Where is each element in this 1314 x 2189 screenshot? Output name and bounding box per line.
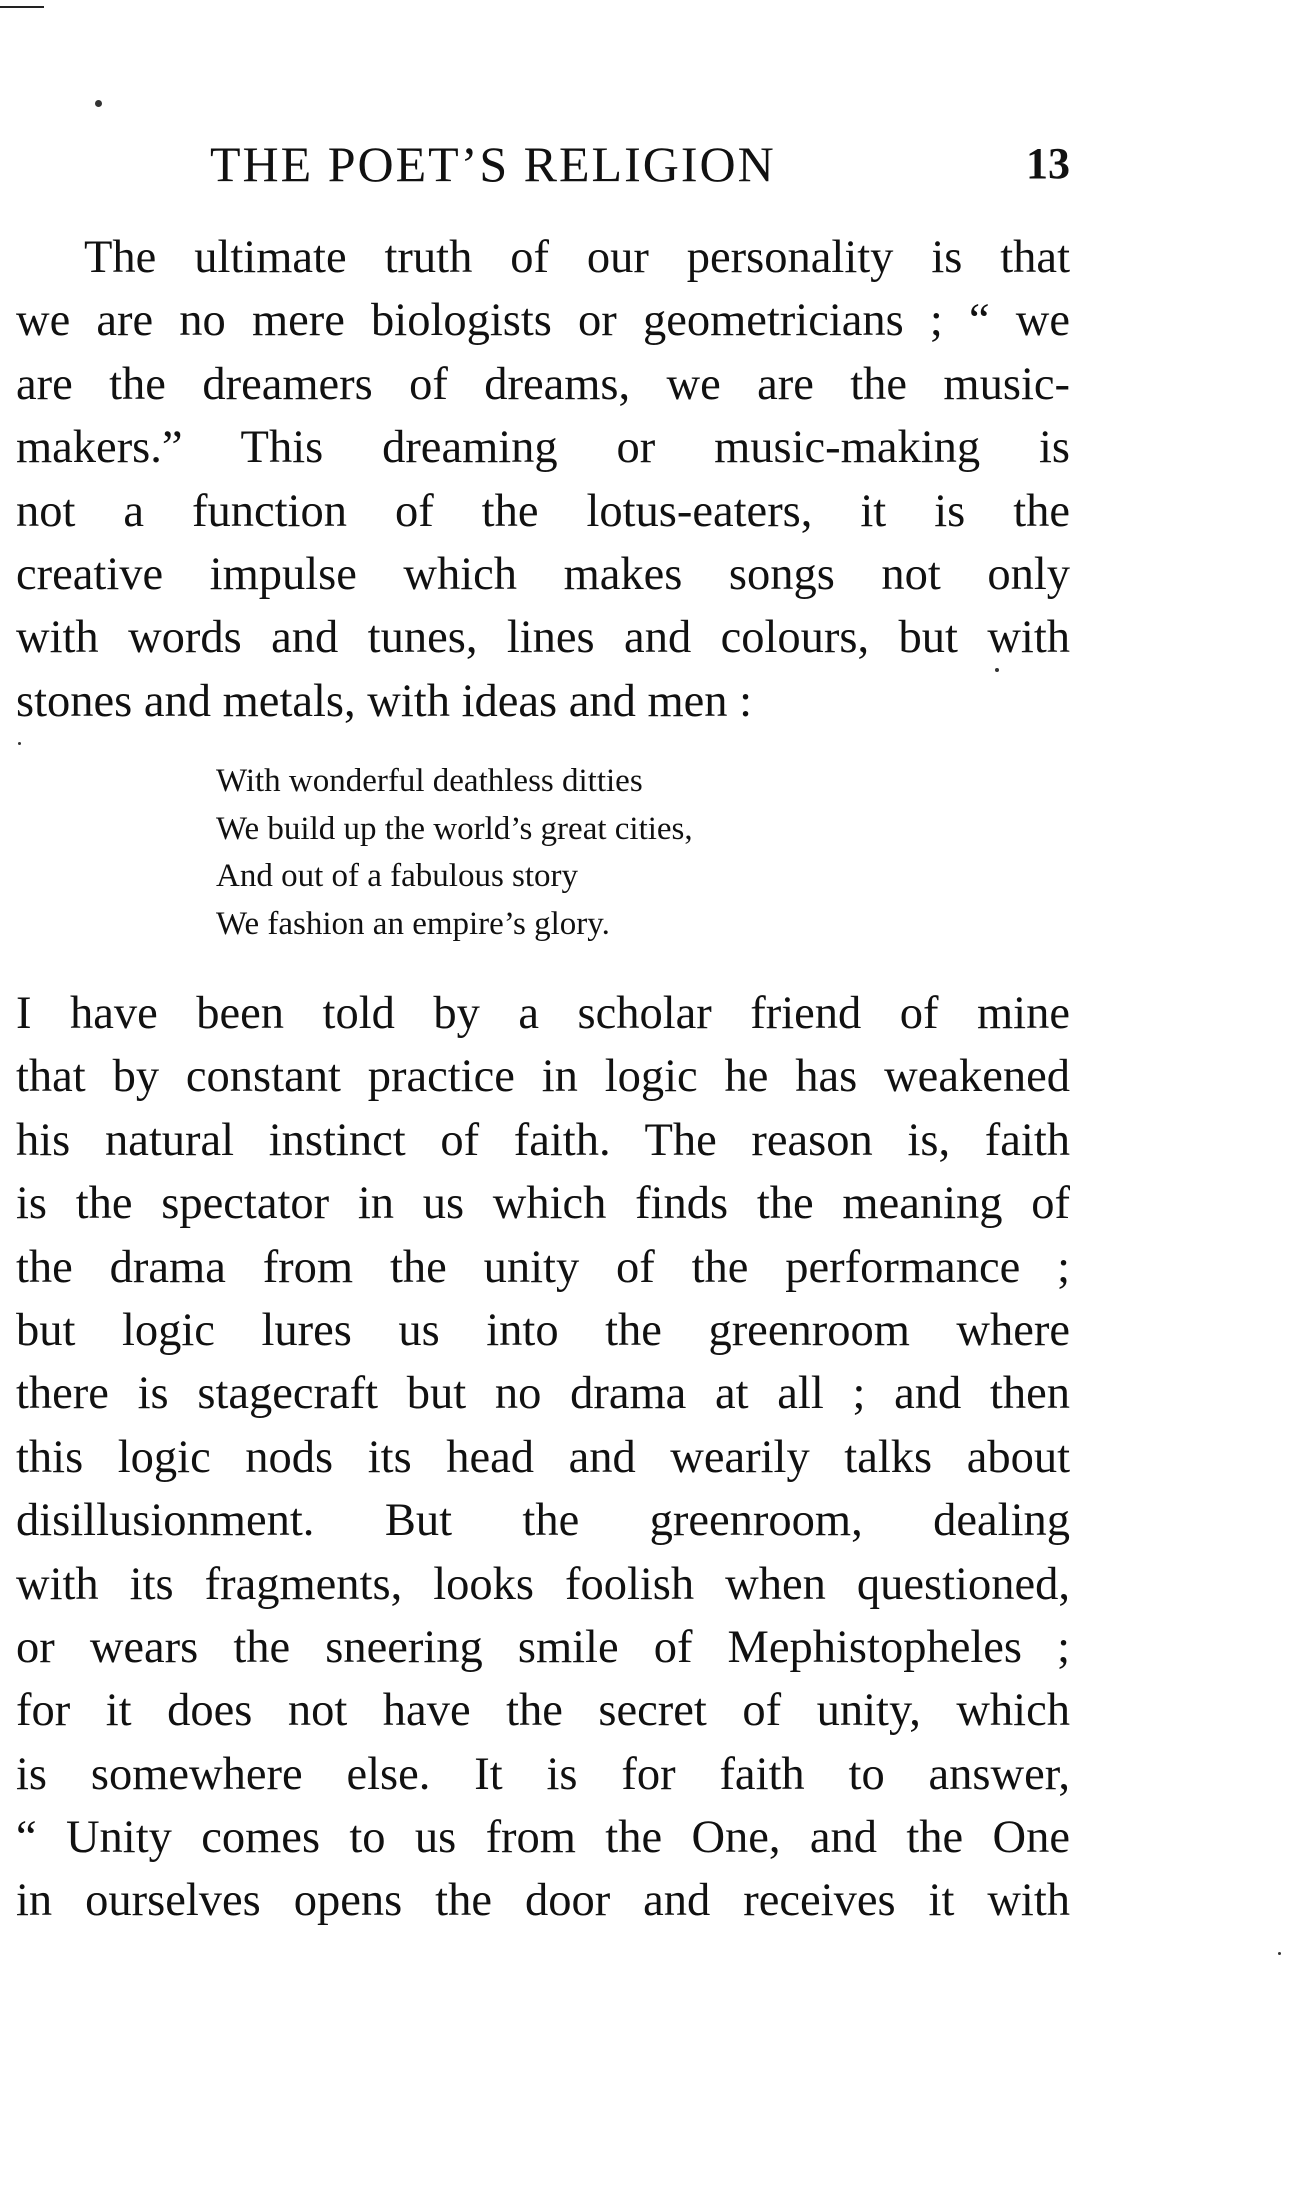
text-line: this logic nods its head and wearily talks about bbox=[16, 1431, 1070, 1483]
verse-line: And out of a fabulous story bbox=[216, 858, 579, 894]
scan-speck bbox=[1278, 1952, 1281, 1955]
text-line: “ Unity comes to us from the One, and the One bbox=[16, 1812, 1070, 1864]
text-line: there is stagecraft but no drama at all ; and then bbox=[16, 1368, 1070, 1420]
paragraph-2 bbox=[16, 982, 1070, 1933]
text-line: makers.” This dreaming or music-making is bbox=[16, 422, 1070, 474]
text-line: the drama from the unity of the performance ; bbox=[16, 1241, 1070, 1293]
text-line: or wears the sneering smile of Mephistopheles ; bbox=[16, 1621, 1070, 1673]
text-line: but logic lures us into the greenroom where bbox=[16, 1304, 1070, 1356]
text-line: is the spectator in us which finds the meaning of bbox=[16, 1178, 1070, 1230]
text-line: for it does not have the secret of unity, which bbox=[16, 1685, 1070, 1737]
text-line: I have been told by a scholar friend of mine bbox=[16, 988, 1070, 1039]
text-line: The ultimate truth of our personality is that bbox=[84, 232, 1070, 283]
scan-speck bbox=[18, 742, 21, 745]
verse-line: We fashion an empire’s glory. bbox=[216, 905, 610, 942]
text-line: his natural instinct of faith. The reason is, faith bbox=[16, 1114, 1070, 1166]
verse-line: With wonderful deathless ditties bbox=[216, 763, 643, 799]
text-line: with words and tunes, lines and colours, but with bbox=[16, 612, 1070, 664]
text-line: is somewhere else. It is for faith to answer, bbox=[16, 1748, 1070, 1800]
running-head: THE POET’S RELIGION bbox=[210, 136, 776, 192]
text-line: in ourselves opens the door and receives it with bbox=[16, 1875, 1070, 1927]
text-line: stones and metals, with ideas and men : bbox=[16, 675, 753, 727]
verse-quotation bbox=[216, 758, 916, 948]
page-header bbox=[210, 134, 1070, 194]
text-line: disillusionment. But the greenroom, dealing bbox=[16, 1495, 1070, 1547]
text-line: we are no mere biologists or geometricians ; “ we bbox=[16, 295, 1070, 347]
text-line: not a function of the lotus-eaters, it is the bbox=[16, 485, 1070, 537]
scan-edge-rule bbox=[0, 6, 44, 8]
scan-speck bbox=[95, 100, 102, 107]
text-line: that by constant practice in logic he has weakened bbox=[16, 1051, 1070, 1103]
text-line: creative impulse which makes songs not only bbox=[16, 548, 1070, 600]
verse-line: We build up the world’s great cities, bbox=[216, 810, 693, 847]
text-line: are the dreamers of dreams, we are the music- bbox=[16, 358, 1070, 410]
page-number: 13 bbox=[1026, 139, 1070, 188]
paragraph-1 bbox=[16, 226, 1070, 733]
text-line: with its fragments, looks foolish when questioned, bbox=[16, 1558, 1070, 1610]
